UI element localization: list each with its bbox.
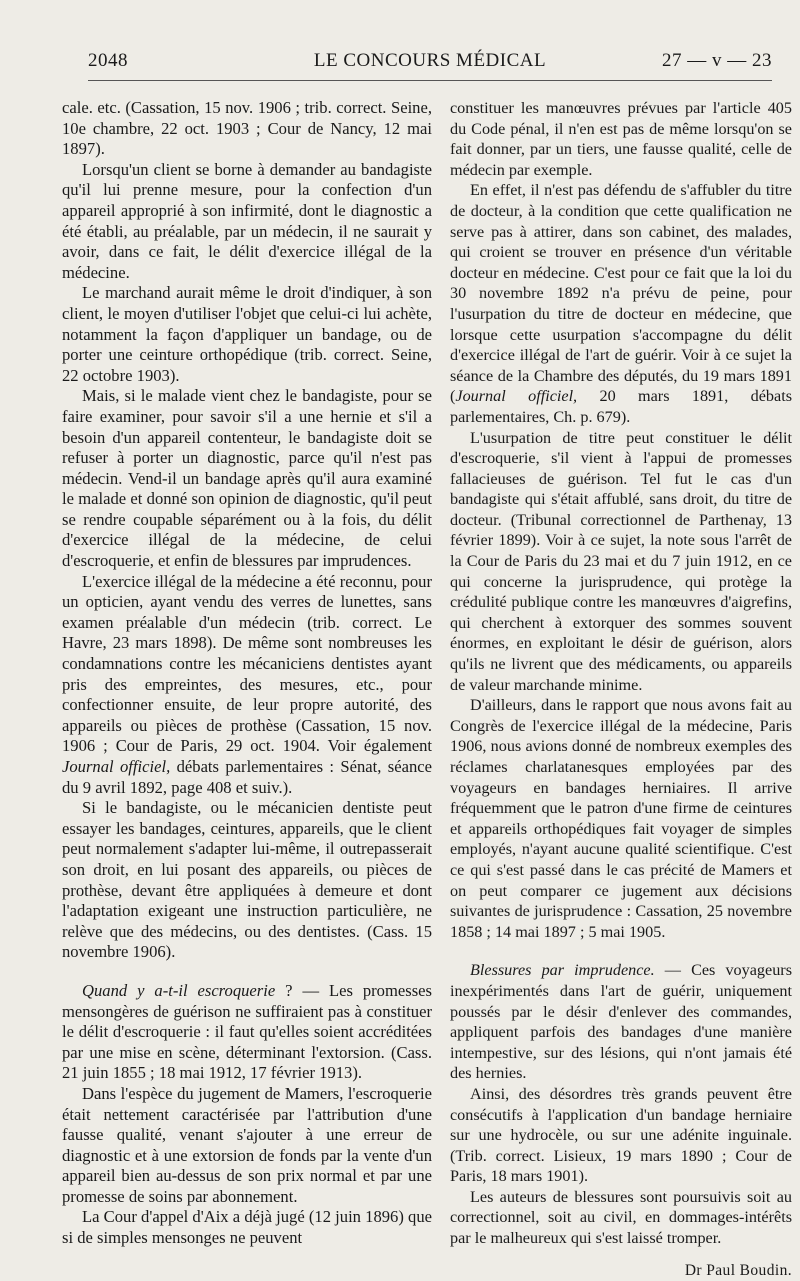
paragraph: Si le bandagiste, ou le mécanicien dentiste peut essayer les bandages, ceintures, appareils, que le client peut normalement s'adapter lui-même, il outrepasserait son droit, en lui posant des appareils, ou pièces de prothèse, devant être appliquées à demeure et dont l'adaptation exigeant une instruction particulière, ne relève que des médecins, ou des dentistes. (Cass. 15 novembre 1906). [62,798,432,962]
paragraph: Le marchand aurait même le droit d'indiquer, à son client, le moyen d'utiliser l'objet que celui-ci lui achète, notamment la façon d'appliquer un bandage, ou de porter une ceinture orthopédique (trib. correct. Seine, 22 octobre 1903). [62,283,432,385]
paragraph [62,572,432,799]
issue-date: 27 — v — 23 [662,50,772,71]
left-column [62,98,432,1249]
page-number: 2048 [88,50,128,71]
paragraph: cale. etc. (Cassation, 15 nov. 1906 ; trib. correct. Seine, 10e chambre, 22 oct. 1903 ; Cour de Nancy, 12 mai 1897). [62,98,432,159]
text-run: — Ces voyageurs inexpérimentés dans l'art de guérir, uniquement poussés par le désir d'enlever des commandes, appliquent parfois des bandages d'une manière intempestive, sur des lésions, qui n'ont jamais été des hernies. [450,961,792,1083]
text-run: ? — Les promesses mensongères de guérison ne suffiraient pas à constituer le délit d'escroquerie : il faut qu'elles soient accréditées par une mise en scène, déterminant l'extorsion. (Cass. 21 juin 1855 ; 18 mai 1912, 17 février 1913). [62,980,432,1083]
header-rule [88,80,772,81]
paragraph: constituer les manœuvres prévues par l'article 405 du Code pénal, il n'en est pas de même lorsqu'on se fait donner, par un tiers, une fausse qualité, celle de médecin par exemple. [450,99,792,179]
text-run: 20 mars 1891, débats parlementaires, Ch. p. 679). [450,387,792,426]
paragraph [450,960,792,1084]
page-header [88,50,772,78]
right-column [450,98,792,1281]
paragraph: La Cour d'appel d'Aix a déjà jugé (12 juin 1896) que si de simples mensonges ne peuvent [62,1207,432,1248]
text-run: L'exercice illégal de la médecine a été reconnu, pour un opticien, ayant vendu des verres de lunettes, sans examen préalable d'un médecin (trib. correct. Le Havre, 23 mars 1898). De même sont nombreuses les condamnations contre les mécaniciens dentistes ayant pris des empreintes, des mesures, etc., pour confectionner ensuite, de leur propre autorité, des appareils ou pièces de prothèse (Cassation, 15 nov. 1906 ; Cour de Paris, 29 oct. 1904. Voir également [62,571,432,756]
paragraph: L'usurpation de titre peut constituer le délit d'escroquerie, s'il vient à l'appui de promesses fallacieuses de guérison. Tel fut le cas d'un bandagiste qui s'était affublé, sans droit, du titre de docteur. (Tribunal correctionnel de Parthenay, 13 février 1899). Voir à ce sujet, la note sous l'arrêt de la Cour de Paris du 23 mai et du 7 juin 1912, en ce qui concerne la jurisprudence, qui protège la crédulité publique contre les manœuvres d'aigrefins, qui cherchent à extorquer des sommes souvent énormes, en exploitant le désir de guérison, alors qu'ils ne livrent que des médicaments, ou appareils de valeur marchande minime. [450,428,792,694]
text-run: En effet, il n'est pas défendu de s'affubler du titre de docteur, à la condition que cette qualification ne serve pas à attirer, dans son cabinet, des malades, qui croient se trouver en présence d'un véritable docteur en médecine. C'est pour ce fait que la loi du 30 novembre 1892 n'a prévu de peine, pour l'usurpation du titre de docteur en médecine, que lorsque cette usurpation s'accompagne du délit d'exercice illégal de l'art de guérir. Voir à ce sujet la séance de la Chambre des députés, du 19 mars 1891 ( [450,181,792,406]
paragraph [450,180,792,427]
section-heading: Blessures par imprudence. [470,961,655,980]
italic-run: Journal officiel, [455,387,578,406]
text-run: débats parlementaires : Sénat, séance du 9 avril 1892, page 408 et suiv.). [62,757,433,797]
paragraph: Mais, si le malade vient chez le bandagiste, pour se faire examiner, pour savoir s'il a une hernie et s'il a besoin d'un appareil contenteur, le bandagiste doit se refuser à porter un diagnostic, parce qu'il n'est pas médecin. Vend-il un bandage après qu'il aura examiné le malade et donné son opinion de diagnostic, qu'il peut se rendre coupable séparément ou à la fois, du délit d'exercice illégal de la médecine, de celui d'escroquerie, et enfin de blessures par imprudences. [62,386,432,571]
paragraph [62,981,432,1084]
paragraph: Lorsqu'un client se borne à demander au bandagiste qu'il lui prenne mesure, pour la confection d'un appareil approprié à son infirmité, dont le diagnostic a été établi, au préalable, par un médecin, il ne saurait y avoir, dans ce fait, le délit d'exercice illégal de la médecine. [62,159,432,282]
paragraph: Les auteurs de blessures sont poursuivis soit au correctionnel, soit au civil, en dommages-intérêts par le malheureux qui s'est laissé tromper. [450,1187,792,1248]
paragraph: D'ailleurs, dans le rapport que nous avons fait au Congrès de l'exercice illégal de la médecine, Paris 1906, nous avions donné de nombreux exemples des réclames charlatanesques employées par des voyageurs en bandages herniaires. Il arrive fréquemment que le patron d'une firme de ceintures et appareils orthopédiques fait voyager de simples employés, n'ayant aucune qualité scientifique. C'est ce qui s'est passé dans le cas précité de Mamers et on peut comparer ce jugement aux décisions suivantes de jurisprudence : Cassation, 25 novembre 1858 ; 14 mai 1897 ; 5 mai 1905. [450,696,792,941]
author-signature: Dr Paul Boudin. [684,1261,792,1279]
journal-title: LE CONCOURS MÉDICAL [313,50,547,71]
section-heading: Quand y a-t-il escroquerie [82,980,276,1000]
paragraph: Ainsi, des désordres très grands peuvent être consécutifs à l'application d'un bandage herniaire sur une hydrocèle, ou sur une adénite inguinale. (Trib. correct. Lisieux, 19 mars 1890 ; Cour de Paris, 18 mars 1901). [450,1084,792,1186]
italic-run: Journal officiel, [62,757,171,776]
paragraph: Dans l'espèce du jugement de Mamers, l'escroquerie était nettement caractérisée par l'attribution d'une fausse qualité, venant s'ajouter à une erreur de diagnostic et à une extorsion de fonds par la vente d'un appareil bien au-dessus de son prix normal et par une promesse de soins par abonnement. [62,1083,432,1206]
